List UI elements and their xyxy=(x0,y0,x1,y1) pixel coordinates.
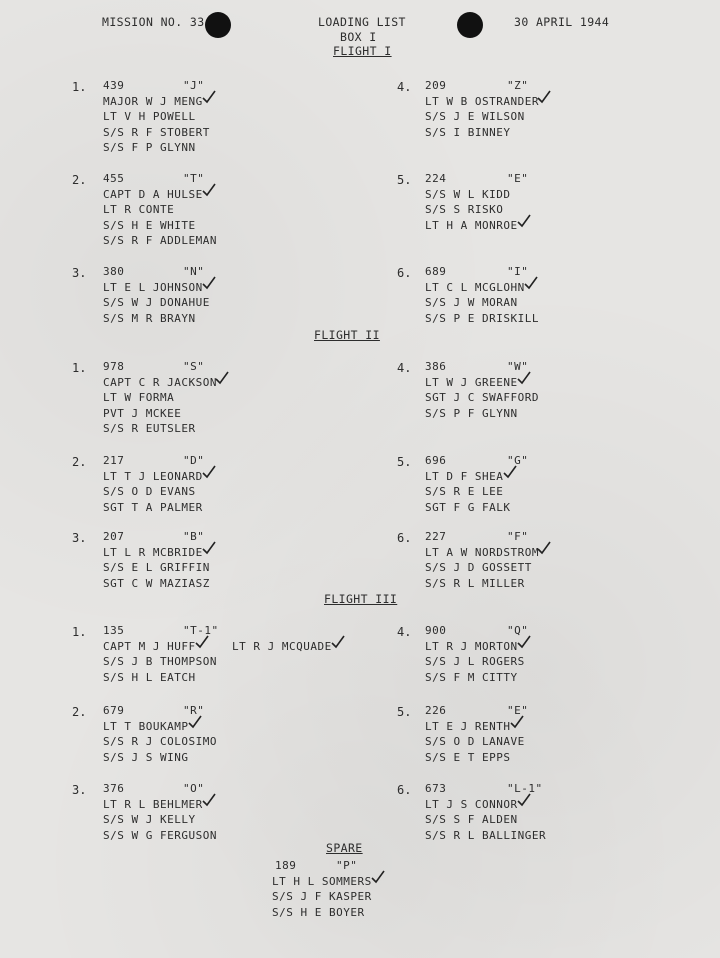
crew-number: 1. xyxy=(72,625,87,639)
aircraft-letter: "Q" xyxy=(507,624,529,637)
checkmark-icon xyxy=(202,276,216,290)
crew-number: 1. xyxy=(72,80,87,94)
aircraft-number: 673 xyxy=(425,782,447,795)
crew-member: CAPT D A HULSE xyxy=(103,187,203,201)
checkmark-icon xyxy=(202,541,216,555)
aircraft-number: 217 xyxy=(103,454,125,467)
flight-2-title: FLIGHT II xyxy=(314,328,380,342)
crew-member: S/S J E WILSON xyxy=(425,110,525,123)
crew-member: S/S R EUTSLER xyxy=(103,422,196,435)
crew-member: S/S H E BOYER xyxy=(272,905,365,919)
aircraft-number: 439 xyxy=(103,79,125,92)
crew-number: 6. xyxy=(397,266,412,280)
crew-member: PVT J MCKEE xyxy=(103,406,182,420)
crew-number: 3. xyxy=(72,531,87,545)
document-date: 30 APRIL 1944 xyxy=(514,15,610,29)
aircraft-number: 226 xyxy=(425,704,447,717)
checkmark-icon xyxy=(188,715,202,729)
checkmark-icon xyxy=(202,793,216,807)
aircraft-number: 209 xyxy=(425,79,447,92)
checkmark-icon xyxy=(195,635,209,649)
crew-number: 3. xyxy=(72,783,87,797)
crew-member: LT T J LEONARD xyxy=(103,469,203,483)
crew-member: MAJOR W J MENG xyxy=(103,94,203,108)
flight-3-title: FLIGHT III xyxy=(324,592,398,606)
aircraft-number: 380 xyxy=(103,265,125,278)
crew-member: S/S S RISKO xyxy=(425,203,504,216)
crew-member: S/S M R BRAYN xyxy=(103,311,196,325)
crew-member: SGT J C SWAFFORD xyxy=(425,391,539,404)
checkmark-icon xyxy=(202,465,216,479)
crew-member: S/S F M CITTY xyxy=(425,670,518,684)
aircraft-letter: "W" xyxy=(507,360,529,373)
crew-member: S/S O D EVANS xyxy=(103,485,196,498)
crew-member: S/S I BINNEY xyxy=(425,125,511,139)
aircraft-letter: "G" xyxy=(507,454,529,467)
crew-member: LT L R MCBRIDE xyxy=(103,545,203,559)
checkmark-icon xyxy=(517,214,531,228)
box-label: BOX I xyxy=(340,30,377,44)
crew-member: S/S R L BALLINGER xyxy=(425,828,547,842)
crew-member: S/S W G FERGUSON xyxy=(103,828,217,842)
aircraft-letter: "D" xyxy=(183,454,205,467)
crew-member: LT E L JOHNSON xyxy=(103,280,203,294)
crew-number: 2. xyxy=(72,173,87,187)
crew-member: S/S E L GRIFFIN xyxy=(103,561,210,574)
crew-member: LT H A MONROE xyxy=(425,218,518,232)
crew-member: S/S F P GLYNN xyxy=(103,141,196,154)
aircraft-letter: "R" xyxy=(183,704,205,717)
crew-member: LT D F SHEA xyxy=(425,469,504,483)
crew-number: 5. xyxy=(397,173,412,187)
crew-number: 1. xyxy=(72,361,87,375)
crew-member: S/S E T EPPS xyxy=(425,750,511,764)
checkmark-icon xyxy=(537,90,551,104)
crew-member: S/S S F ALDEN xyxy=(425,813,518,826)
crew-member: CAPT M J HUFF xyxy=(103,639,196,653)
checkmark-icon xyxy=(215,371,229,385)
aircraft-number: 207 xyxy=(103,530,125,543)
checkmark-icon xyxy=(202,183,216,197)
crew-member: S/S J B THOMPSON xyxy=(103,655,217,668)
punch-hole-right xyxy=(457,12,483,38)
crew-member: LT V H POWELL xyxy=(103,110,196,123)
crew-member: S/S J S WING xyxy=(103,750,189,764)
aircraft-number: 689 xyxy=(425,265,447,278)
crew-member: LT W FORMA xyxy=(103,391,175,404)
aircraft-number: 978 xyxy=(103,360,125,373)
crew-member: CAPT C R JACKSON xyxy=(103,375,217,389)
checkmark-icon xyxy=(517,793,531,807)
crew-number: 2. xyxy=(72,705,87,719)
aircraft-number: 135 xyxy=(103,624,125,637)
checkmark-icon xyxy=(331,635,345,649)
crew-member: S/S J D GOSSETT xyxy=(425,561,532,574)
document-title: LOADING LIST xyxy=(318,15,406,29)
aircraft-letter: "B" xyxy=(183,530,205,543)
aircraft-letter: "O" xyxy=(183,782,205,795)
aircraft-number: 224 xyxy=(425,172,447,185)
crew-number: 4. xyxy=(397,361,412,375)
mission-number: MISSION NO. 33 xyxy=(102,15,205,29)
crew-member: SGT C W MAZIASZ xyxy=(103,576,210,590)
crew-member: LT R CONTE xyxy=(103,203,175,216)
crew-member: S/S P E DRISKILL xyxy=(425,311,539,325)
crew-member: LT R L BEHLMER xyxy=(103,797,203,811)
checkmark-icon xyxy=(510,715,524,729)
aircraft-letter: "T-1" xyxy=(183,624,219,637)
checkmark-icon xyxy=(503,465,517,479)
aircraft-number: 386 xyxy=(425,360,447,373)
crew-member: LT E J RENTH xyxy=(425,719,511,733)
crew-member: S/S R L MILLER xyxy=(425,576,525,590)
crew-member: S/S J L ROGERS xyxy=(425,655,525,668)
crew-member: LT R J MORTON xyxy=(425,639,518,653)
crew-member: S/S W J DONAHUE xyxy=(103,296,210,309)
aircraft-number: 696 xyxy=(425,454,447,467)
crew-member: S/S R E LEE xyxy=(425,485,504,498)
aircraft-letter: "N" xyxy=(183,265,205,278)
aircraft-number: 679 xyxy=(103,704,125,717)
crew-member: S/S H E WHITE xyxy=(103,218,196,232)
checkmark-icon xyxy=(524,276,538,290)
crew-member: LT H L SOMMERS xyxy=(272,874,372,888)
crew-member: S/S H L EATCH xyxy=(103,670,196,684)
checkmark-icon xyxy=(517,635,531,649)
spare-title: SPARE xyxy=(326,841,363,855)
crew-member: SGT F G FALK xyxy=(425,500,511,514)
crew-member: S/S R J COLOSIMO xyxy=(103,735,217,748)
aircraft-letter: "E" xyxy=(507,172,529,185)
crew-number: 4. xyxy=(397,80,412,94)
aircraft-letter: "Z" xyxy=(507,79,529,92)
checkmark-icon xyxy=(202,90,216,104)
crew-number: 4. xyxy=(397,625,412,639)
crew-member: S/S R F ADDLEMAN xyxy=(103,234,217,247)
crew-member: LT J S CONNOR xyxy=(425,797,518,811)
crew-number: 5. xyxy=(397,705,412,719)
crew-member: S/S W L KIDD xyxy=(425,187,511,201)
checkmark-icon xyxy=(371,870,385,884)
aircraft-letter: "T" xyxy=(183,172,205,185)
aircraft-letter: "J" xyxy=(183,79,205,92)
crew-member: LT A W NORDSTROM xyxy=(425,545,539,559)
aircraft-number: 227 xyxy=(425,530,447,543)
crew-number: 3. xyxy=(72,266,87,280)
aircraft-letter: "F" xyxy=(507,530,529,543)
crew-member: SGT T A PALMER xyxy=(103,500,203,514)
crew-member: LT C L MCGLOHN xyxy=(425,280,525,294)
crew-member: S/S P F GLYNN xyxy=(425,406,518,420)
aircraft-letter: "P" xyxy=(336,859,358,872)
crew-number: 6. xyxy=(397,783,412,797)
aircraft-letter: "L-1" xyxy=(507,782,543,795)
crew-number: 2. xyxy=(72,455,87,469)
aircraft-number: 455 xyxy=(103,172,125,185)
crew-member: S/S O D LANAVE xyxy=(425,735,525,748)
punch-hole-left xyxy=(205,12,231,38)
crew-member-extra: LT R J MCQUADE xyxy=(232,639,332,653)
aircraft-number: 189 xyxy=(275,859,297,872)
crew-member: LT W J GREENE xyxy=(425,375,518,389)
crew-member: S/S W J KELLY xyxy=(103,813,196,826)
crew-number: 5. xyxy=(397,455,412,469)
checkmark-icon xyxy=(517,371,531,385)
crew-number: 6. xyxy=(397,531,412,545)
crew-member: S/S R F STOBERT xyxy=(103,125,210,139)
checkmark-icon xyxy=(537,541,551,555)
crew-member: LT T BOUKAMP xyxy=(103,719,189,733)
crew-member: S/S J F KASPER xyxy=(272,890,372,903)
aircraft-number: 900 xyxy=(425,624,447,637)
crew-member: S/S J W MORAN xyxy=(425,296,518,309)
aircraft-letter: "I" xyxy=(507,265,529,278)
aircraft-letter: "E" xyxy=(507,704,529,717)
aircraft-letter: "S" xyxy=(183,360,205,373)
crew-member: LT W B OSTRANDER xyxy=(425,94,539,108)
flight-1-title: FLIGHT I xyxy=(333,44,392,58)
aircraft-number: 376 xyxy=(103,782,125,795)
